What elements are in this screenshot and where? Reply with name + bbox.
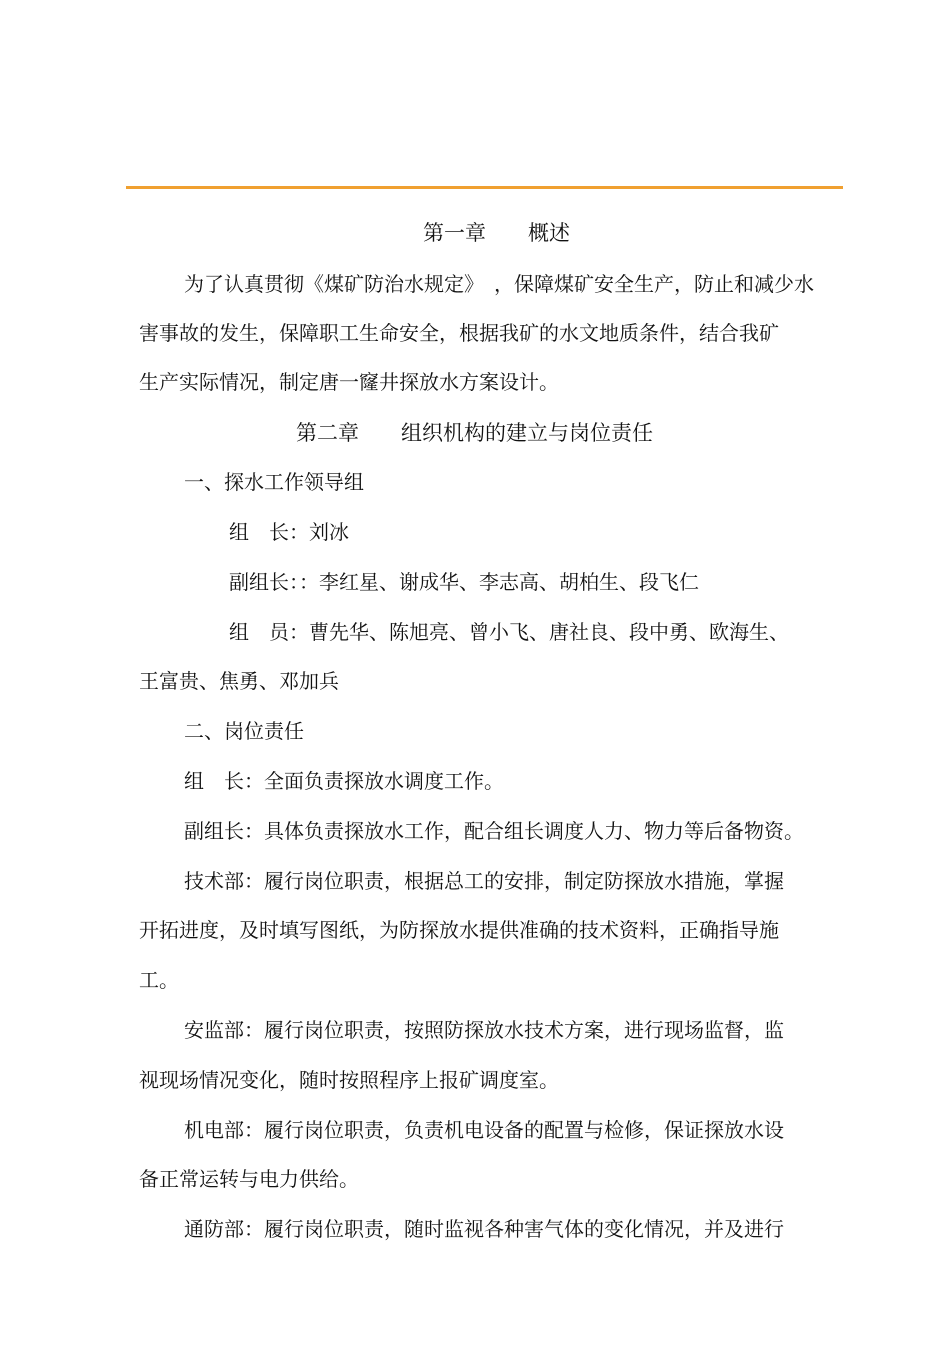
tech-dept-line-1: 技术部：履行岗位职责，根据总工的安排，制定防探放水措施，掌握: [184, 869, 784, 893]
chapter1-title: 第一章 概述: [423, 221, 570, 245]
mech-dept-line-1: 机电部：履行岗位职责，负责机电设备的配置与检修，保证探放水设: [184, 1118, 784, 1142]
tech-dept-line-2: 开拓进度，及时填写图纸，为防探放水提供准确的技术资料，正确指导施: [139, 918, 779, 942]
mech-dept-line-2: 备正常运转与电力供给。: [139, 1167, 359, 1191]
safety-dept-line-2: 视现场情况变化，随时按照程序上报矿调度室。: [139, 1068, 559, 1092]
deputy-duty: 副组长：具体负责探放水工作，配合组长调度人力、物力等后备物资。: [184, 819, 804, 843]
leader-line: 组 长：刘冰: [229, 520, 349, 544]
tech-dept-line-3: 工。: [139, 968, 179, 992]
chapter1-line-3: 生产实际情况，制定唐一窿井探放水方案设计。: [139, 370, 559, 394]
section2-heading: 二、岗位责任: [184, 719, 304, 743]
chapter2-title: 第二章 组织机构的建立与岗位责任: [296, 421, 653, 445]
header-rule: [126, 186, 843, 189]
deputy-line: 副组长：：李红星、谢成华、李志高、胡柏生、段飞仁: [229, 570, 699, 594]
safety-dept-line-1: 安监部：履行岗位职责，按照防探放水技术方案，进行现场监督，监: [184, 1018, 784, 1042]
members-line-2: 王富贵、焦勇、邓加兵: [139, 669, 339, 693]
members-line-1: 组 员：曹先华、陈旭亮、曾小飞、唐社良、段中勇、欧海生、: [229, 620, 789, 644]
chapter1-line-1: 为了认真贯彻《煤矿防治水规定》 ，保障煤矿安全生产，防止和减少水: [184, 272, 814, 296]
vent-dept-line-1: 通防部：履行岗位职责，随时监视各种害气体的变化情况，并及进行: [184, 1217, 784, 1241]
leader-duty: 组 长：全面负责探放水调度工作。: [184, 769, 504, 793]
chapter1-line-2: 害事故的发生，保障职工生命安全，根据我矿的水文地质条件，结合我矿: [139, 321, 779, 345]
section1-heading: 一、探水工作领导组: [184, 470, 364, 494]
